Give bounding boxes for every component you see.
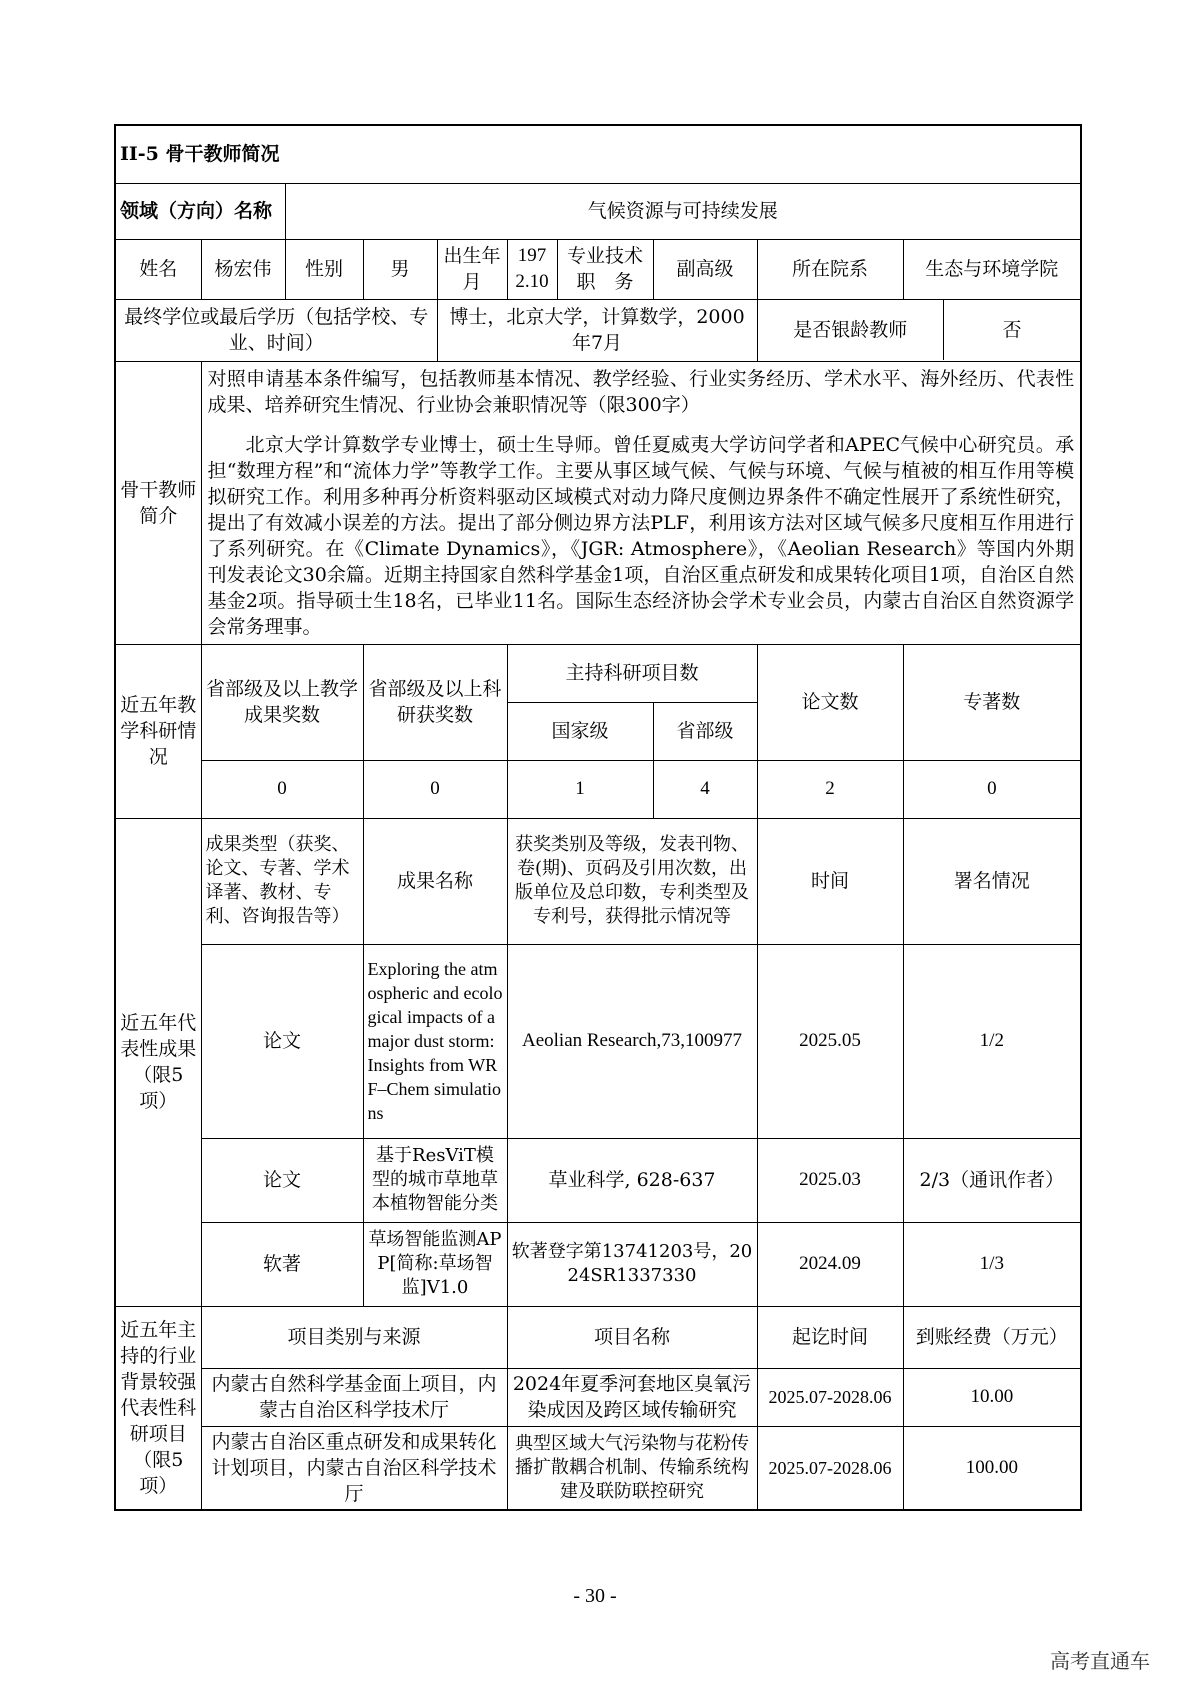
name-value: 杨宏伟 xyxy=(201,239,285,299)
degree-label: 最终学位或最后学历（包括学校、专业、时间） xyxy=(115,299,437,361)
teacher-profile-form xyxy=(114,124,1082,1511)
project-name: 典型区域大气污染物与花粉传播扩散耦合机制、传输系统构建及联防联控研究 xyxy=(507,1426,757,1510)
field-label: 领域（方向）名称 xyxy=(115,183,285,239)
result-sign: 1/3 xyxy=(903,1222,1081,1306)
projects-source-header: 项目类别与来源 xyxy=(201,1306,507,1368)
result-type: 软著 xyxy=(201,1222,363,1306)
project-source: 内蒙古自治区重点研发和成果转化计划项目，内蒙古自治区科学技术厅 xyxy=(201,1426,507,1510)
project-period: 2025.07-2028.06 xyxy=(757,1426,903,1510)
project-source: 内蒙古自然科学基金面上项目，内蒙古自治区科学技术厅 xyxy=(201,1368,507,1426)
dept-value: 生态与环境学院 xyxy=(903,239,1081,299)
intro-cell xyxy=(201,361,1081,644)
stats-provincial-header: 省部级 xyxy=(653,702,757,760)
stats-papers-header: 论文数 xyxy=(757,644,903,760)
results-time-header: 时间 xyxy=(757,818,903,944)
birth-value: 1972.10 xyxy=(507,239,557,299)
results-type-header: 成果类型（获奖、论文、专著、学术译著、教材、专利、咨询报告等） xyxy=(201,818,363,944)
projects-label: 近五年主持的行业背景较强代表性科研项目（限5项） xyxy=(115,1306,201,1510)
projects-period-header: 起讫时间 xyxy=(757,1306,903,1368)
silver-cell xyxy=(757,299,1081,361)
intro-text: 北京大学计算数学专业博士，硕士生导师。曾任夏威夷大学访问学者和APEC气候中心研究员。承担“数理方程”和“流体力学”等教学工作。主要从事区域气候、气候与环境、气候与植被的相互作用等模拟研究工作。利用多种再分析资料驱动区域模式对动力降尺度侧边界条件不确定性展开了系统性研究，提出了有效减小误差的方法。提出了部分侧边界方法PLF，利用该方法对区域气候多尺度相互作用进行了系列研究。在《Climate Dynamics》，《JGR: Atmosphere》，《Aeolian Research》等国内外期刊发表论文30余篇。近期主持国家自然科学基金1项，自治区重点研发和成果转化项目1项，自治区自然基金2项。指导硕士生18名，已毕业11名。国际生态经济协会学术专业会员，内蒙古自治区自然资源学会常务理事。 xyxy=(207,433,1075,638)
intro-note: 对照申请基本条件编写，包括教师基本情况、教学经验、行业实务经历、学术水平、海外经历、代表性成果、培养研究生情况、行业协会兼职情况等（限300字） xyxy=(207,367,1075,416)
results-detail-header: 获奖类别及等级，发表刊物、卷(期)、页码及引用次数，出版单位及总印数，专利类型及专利号，获得批示情况等 xyxy=(507,818,757,944)
result-sign: 1/2 xyxy=(903,944,1081,1138)
result-type: 论文 xyxy=(201,944,363,1138)
stats-papers-value: 2 xyxy=(757,760,903,818)
degree-value: 博士，北京大学，计算数学，2000年7月 xyxy=(437,299,757,361)
silver-value: 否 xyxy=(1002,319,1022,341)
project-row xyxy=(115,1426,1081,1510)
field-value: 气候资源与可持续发展 xyxy=(285,183,1081,239)
stats-research-value: 0 xyxy=(363,760,507,818)
stats-books-value: 0 xyxy=(903,760,1081,818)
silver-label: 是否银龄教师 xyxy=(758,300,944,360)
stats-projects-header: 主持科研项目数 xyxy=(507,644,757,702)
birth-label: 出生年月 xyxy=(437,239,507,299)
results-sign-header: 署名情况 xyxy=(903,818,1081,944)
projects-funds-header: 到账经费（万元） xyxy=(903,1306,1081,1368)
result-row xyxy=(115,1222,1081,1306)
result-detail: Aeolian Research,73,100977 xyxy=(507,944,757,1138)
project-funds: 100.00 xyxy=(903,1426,1081,1510)
title-label: 专业技术职 务 xyxy=(557,239,653,299)
project-row xyxy=(115,1368,1081,1426)
dept-label: 所在院系 xyxy=(757,239,903,299)
result-name: 基于ResViT模型的城市草地草本植物智能分类 xyxy=(363,1138,507,1222)
result-type: 论文 xyxy=(201,1138,363,1222)
title-value: 副高级 xyxy=(653,239,757,299)
watermark-text: 高考直通车 xyxy=(1050,1649,1150,1673)
result-time: 2025.03 xyxy=(757,1138,903,1222)
gender-value: 男 xyxy=(363,239,437,299)
section-title: II-5 骨干教师简况 xyxy=(115,125,1081,183)
result-time: 2025.05 xyxy=(757,944,903,1138)
project-period: 2025.07-2028.06 xyxy=(757,1368,903,1426)
stats-research-header: 省部级及以上科研获奖数 xyxy=(363,644,507,760)
stats-national-header: 国家级 xyxy=(507,702,653,760)
result-row xyxy=(115,944,1081,1138)
project-name: 2024年夏季河套地区臭氧污染成因及跨区域传输研究 xyxy=(507,1368,757,1426)
stats-teach-value: 0 xyxy=(201,760,363,818)
stats-label: 近五年教学科研情况 xyxy=(115,644,201,818)
stats-national-value: 1 xyxy=(507,760,653,818)
results-name-header: 成果名称 xyxy=(363,818,507,944)
result-row xyxy=(115,1138,1081,1222)
stats-books-header: 专著数 xyxy=(903,644,1081,760)
result-name: 草场智能监测APP[简称:草场智监]V1.0 xyxy=(363,1222,507,1306)
name-label: 姓名 xyxy=(115,239,201,299)
project-funds: 10.00 xyxy=(903,1368,1081,1426)
result-name: Exploring the atmospheric and ecological impacts of a major dust storm: Insights from WRF–Chem simulations xyxy=(363,944,507,1138)
result-time: 2024.09 xyxy=(757,1222,903,1306)
gender-label: 性别 xyxy=(285,239,363,299)
result-detail: 草业科学, 628-637 xyxy=(507,1138,757,1222)
stats-teach-header: 省部级及以上教学成果奖数 xyxy=(201,644,363,760)
page-number: - 30 - xyxy=(573,1585,617,1607)
result-sign: 2/3（通讯作者） xyxy=(903,1138,1081,1222)
results-label: 近五年代表性成果（限5项） xyxy=(115,818,201,1306)
projects-name-header: 项目名称 xyxy=(507,1306,757,1368)
intro-label: 骨干教师简介 xyxy=(115,361,201,644)
result-detail: 软著登字第13741203号，2024SR1337330 xyxy=(507,1222,757,1306)
stats-provincial-value: 4 xyxy=(653,760,757,818)
